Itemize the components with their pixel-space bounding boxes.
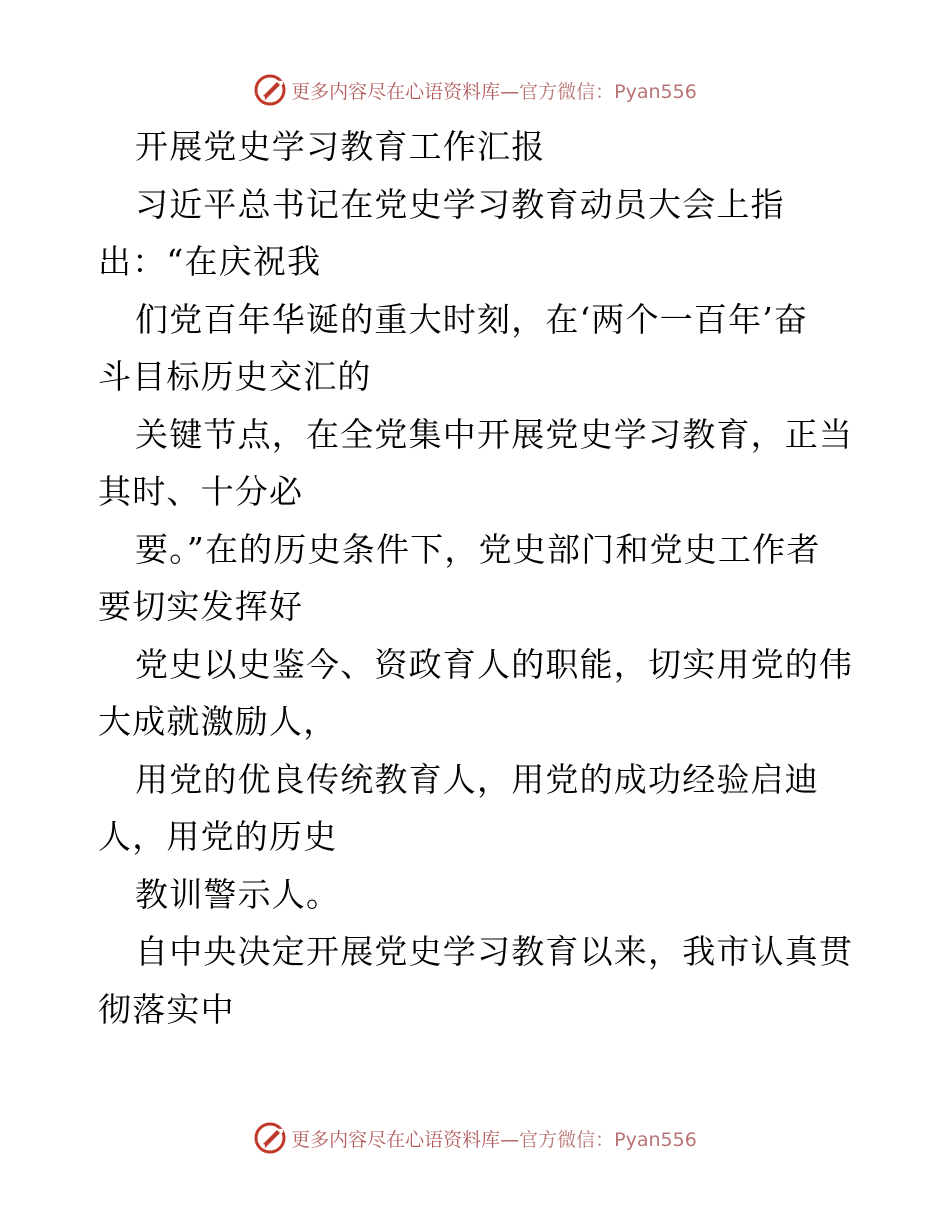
footer-banner-main: 更多内容尽在心语资料库: [291, 1128, 501, 1151]
doc-line: 用党的优良传统教育人，用党的成功经验启迪: [135, 759, 819, 799]
footer-banner-text: [291, 1125, 697, 1152]
footer-banner-dash: —: [500, 1128, 520, 1151]
doc-line: 出：“在庆祝我: [98, 242, 322, 281]
logo-icon: [253, 1121, 287, 1155]
doc-line: 其时、十分必: [98, 472, 304, 511]
header-banner-dash: —: [500, 80, 520, 103]
logo-icon: [253, 73, 287, 107]
header-banner-wechat: 官方微信：Pyan556: [519, 80, 697, 103]
doc-line: 要。”在的历史条件下，党史部门和党史工作者: [135, 529, 821, 569]
header-banner-text: [291, 77, 697, 104]
doc-line: 人，用党的历史: [98, 817, 338, 856]
header-watermark-banner: [0, 70, 950, 110]
document-body: [98, 118, 858, 1038]
doc-line: 彻落实中: [98, 989, 235, 1029]
doc-line: 要切实发挥好: [98, 587, 304, 626]
footer-banner-wechat: 官方微信：Pyan556: [519, 1128, 697, 1151]
doc-line: 们党百年华诞的重大时刻，在‘两个一百年’奋: [135, 299, 809, 339]
doc-line: 教训警示人。: [135, 874, 341, 914]
doc-line: 大成就激励人，: [98, 702, 338, 741]
doc-line: 自中央决定开展党史学习教育以来，我市认真贯: [135, 932, 854, 971]
footer-watermark-banner: [0, 1118, 950, 1158]
doc-line: 斗目标历史交汇的: [98, 357, 372, 396]
doc-line: 党史以史鉴今、资政育人的职能，切实用党的伟: [135, 644, 854, 684]
doc-line: 关键节点，在全党集中开展党史学习教育，正当: [135, 414, 854, 454]
doc-line: 习近平总书记在党史学习教育动员大会上指: [135, 184, 785, 224]
doc-title: 开展党史学习教育工作汇报: [135, 127, 546, 166]
header-banner-main: 更多内容尽在心语资料库: [291, 80, 501, 103]
